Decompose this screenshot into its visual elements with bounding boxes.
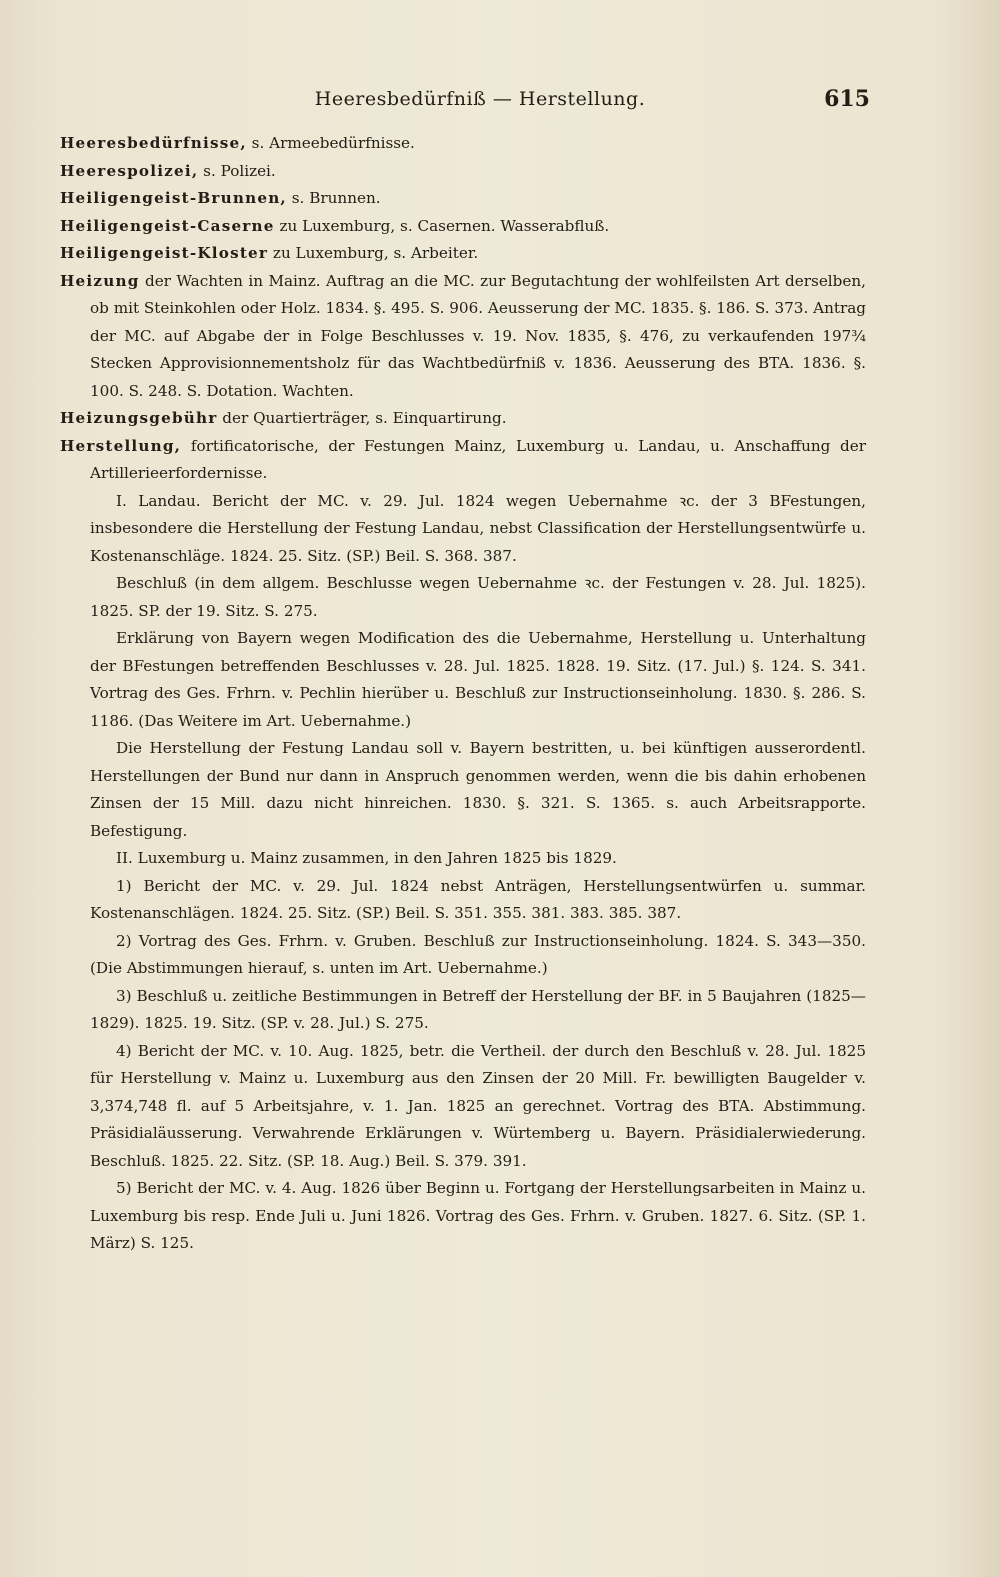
- section-heading: II. Luxemburg u. Mainz zusammen, in den Jahren 1825 bis 1829.: [116, 849, 617, 867]
- entry-head: Heiligengeist-Kloster: [60, 244, 269, 262]
- entry-text: s. Polizei.: [198, 161, 276, 180]
- index-entry: [60, 268, 866, 406]
- entry-head: Heeresbedürfnisse,: [60, 134, 247, 152]
- entry-head: Heiligengeist-Caserne: [60, 216, 275, 235]
- index-entry: [60, 130, 866, 158]
- entry-head: Herstellung,: [60, 436, 182, 455]
- sub-paragraph: Beschluß (in dem allgem. Beschlusse wegen Uebernahme ꝛc. der Festungen v. 28. Jul. 1825). 1825. SP. der 19. Sitz. S. 275.: [90, 574, 866, 620]
- sub-paragraph: 4) Bericht der MC. v. 10. Aug. 1825, betr. die Vertheil. der durch den Beschluß v. 28. Jul. 1825 für Herstellung v. Mainz u. Luxemburg aus den Zinsen der 20 Mill. Fr. bewilligten Baugelder v. 3,374,748 fl. auf 5 Arbeitsjahre, v. 1. Jan. 1825 an gerechnet. Vortrag des BTA. Abstimmung. Präsidialäusserung. Verwahrende Erklärungen v. Würtemberg u. Bayern. Präsidialerwiederung. Beschluß. 1825. 22. Sitz. (SP. 18. Aug.) Beil. S. 379. 391.: [90, 1041, 866, 1170]
- entry-text: zu Luxemburg, s. Casernen. Wasserabfluß.: [274, 216, 610, 235]
- index-entry: [60, 433, 866, 488]
- index-entry: [60, 240, 866, 268]
- page-number: 615: [824, 86, 870, 112]
- entry-head: Heizung: [60, 271, 140, 290]
- index-entry: [60, 213, 866, 241]
- sub-paragraph: Erklärung von Bayern wegen Modification des die Uebernahme, Herstellung u. Unterhaltung der BFestungen betreffenden Beschlusses v. 28. Jul. 1825. 1828. 19. Sitz. (17. Jul.) §. 124. S. 341. Vortrag des Ges. Frhrn. v. Pechlin hierüber u. Beschluß zur Instructionseinholung. 1830. §. 286. S. 1186. (Das Weitere im Art. Uebernahme.): [90, 629, 866, 730]
- page-header: [90, 88, 870, 116]
- entry-text: s. Armeebedürfnisse.: [246, 134, 415, 152]
- entry-head: Heizungsgebühr: [60, 409, 218, 427]
- entry-head: Heiligengeist-Brunnen,: [60, 189, 287, 207]
- index-entry: [60, 158, 866, 186]
- sub-paragraph: I. Landau. Bericht der MC. v. 29. Jul. 1824 wegen Uebernahme ꝛc. der 3 BFestungen, insbesondere die Herstellung der Festung Landau, nebst Classification der Herstellungsentwürfe u. Kostenanschläge. 1824. 25. Sitz. (SP.) Beil. S. 368. 387.: [90, 491, 866, 565]
- entry-text: der Quartierträger, s. Einquartirung.: [217, 409, 507, 427]
- entry-text: zu Luxemburg, s. Arbeiter.: [268, 244, 479, 262]
- index-entry: [60, 405, 866, 433]
- entry-text: s. Brunnen.: [286, 189, 381, 207]
- sub-paragraph: 3) Beschluß u. zeitliche Bestimmungen in Betreff der Herstellung der BF. in 5 Baujahren (1825—1829). 1825. 19. Sitz. (SP. v. 28. Jul.) S. 275.: [90, 986, 866, 1032]
- entry-head: Heerespolizei,: [60, 161, 199, 180]
- entry-text: fortificatorische, der Festungen Mainz, Luxemburg u. Landau, u. Anschaffung der Artillerieerfordernisse.: [90, 436, 866, 482]
- running-title: Heeresbedürfniß — Herstellung.: [314, 88, 646, 110]
- sub-paragraph: 5) Bericht der MC. v. 4. Aug. 1826 über Beginn u. Fortgang der Herstellungsarbeiten in Mainz u. Luxemburg bis resp. Ende Juli u. Juni 1826. Vortrag des Ges. Frhrn. v. Gruben. 1827. 6. Sitz. (SP. 1. März) S. 125.: [90, 1179, 866, 1252]
- sub-paragraph: 1) Bericht der MC. v. 29. Jul. 1824 nebst Anträgen, Herstellungsentwürfen u. summar. Kostenanschlägen. 1824. 25. Sitz. (SP.) Beil. S. 351. 355. 381. 383. 385. 387.: [90, 876, 866, 922]
- entry-text: der Wachten in Mainz. Auftrag an die MC. zur Begutachtung der wohlfeilsten Art derselben, ob mit Steinkohlen oder Holz. 1834. §. 495. S. 906. Aeusserung der MC. 1835. §. 186. S. 373. Antrag der MC. auf Abgabe der in Folge Beschlusses v. 19. Nov. 1835, §. 476, zu verkaufenden 197¾ Stecken Approvisionnementsholz für das Wachtbedürfniß v. 1836. Aeusserung des BTA. 1836. §. 100. S. 248. S. Dotation. Wachten.: [90, 271, 866, 400]
- sub-paragraph: 2) Vortrag des Ges. Frhrn. v. Gruben. Beschluß zur Instructionseinholung. 1824. S. 343—350. (Die Abstimmungen hierauf, s. unten im Art. Uebernahme.): [90, 931, 866, 977]
- index-text: [60, 130, 866, 1258]
- sub-paragraph: Die Herstellung der Festung Landau soll v. Bayern bestritten, u. bei künftigen ausserordentl. Herstellungen der Bund nur dann in Anspruch genommen werden, wenn die bis dahin erhobenen Zinsen der 15 Mill. dazu nicht hinreichen. 1830. §. 321. S. 1365. s. auch Arbeitsrapporte. Befestigung.: [90, 739, 866, 840]
- index-entry: [60, 185, 866, 213]
